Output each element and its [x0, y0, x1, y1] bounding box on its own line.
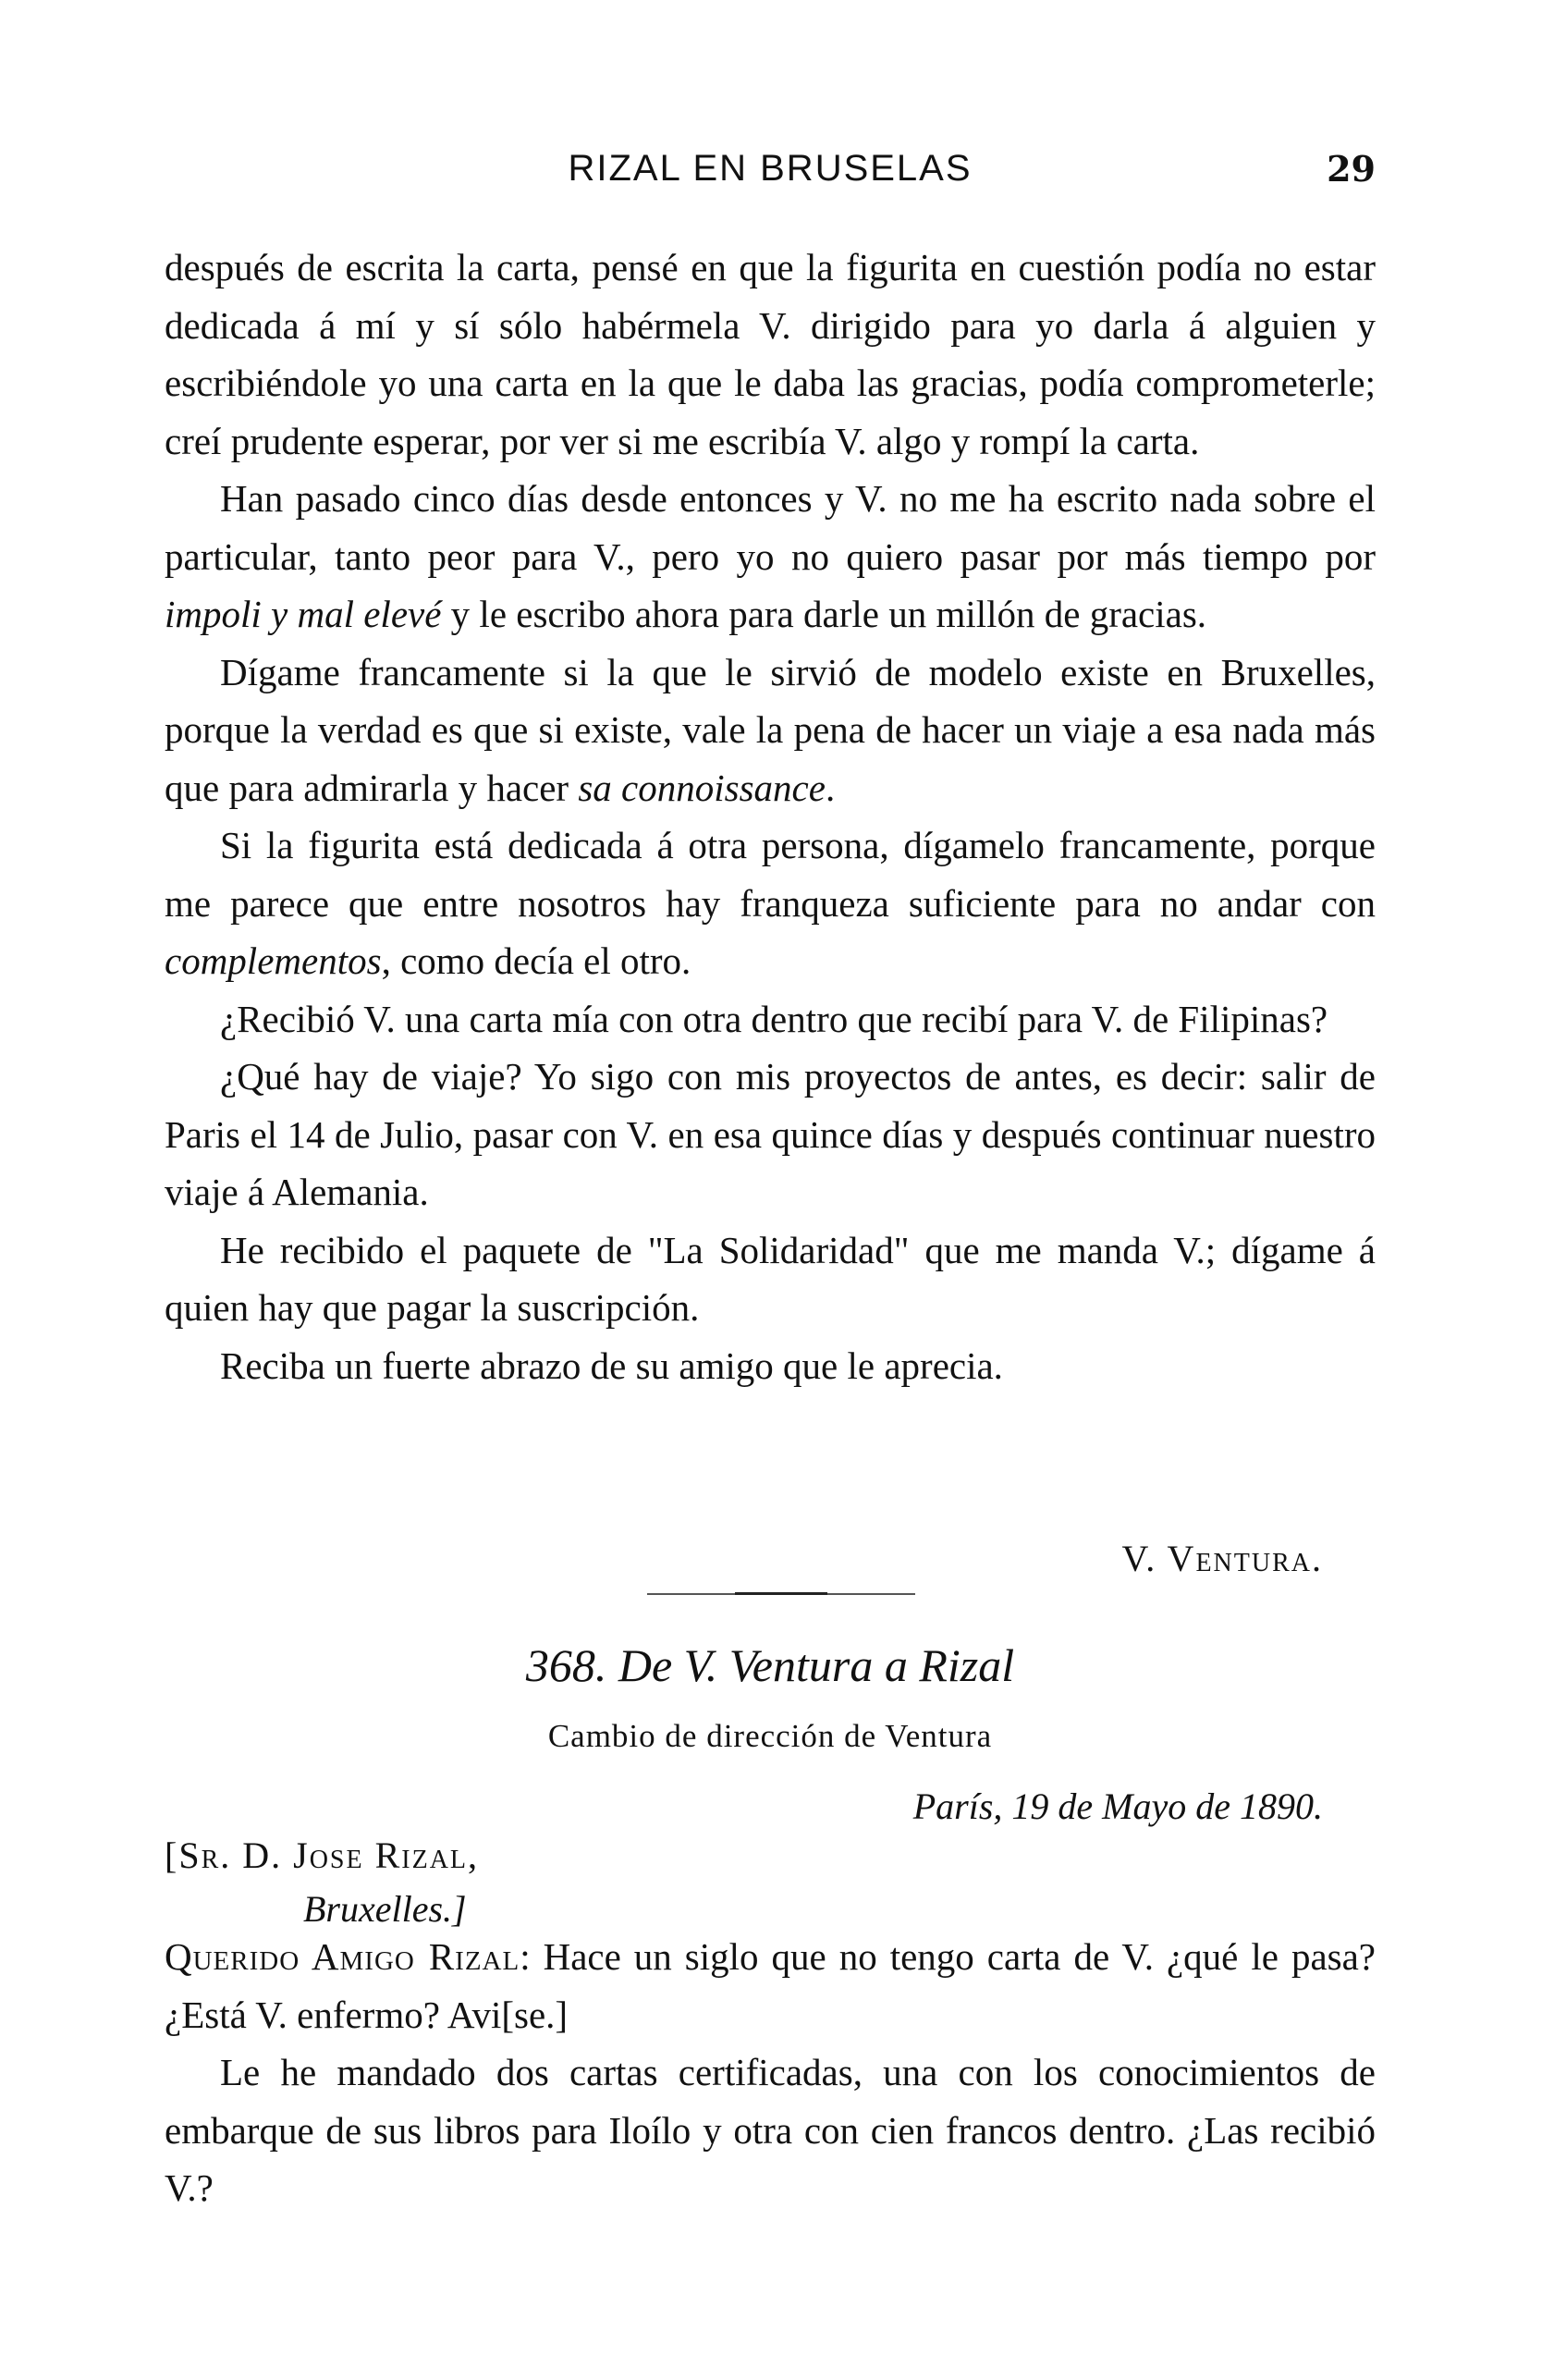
italic-phrase: impoli y mal elevé	[165, 593, 442, 635]
new-letter-body	[165, 1928, 1376, 2217]
paragraph-text: , como decía el otro.	[381, 939, 691, 982]
paragraph-5	[165, 990, 1376, 1049]
paragraph-3	[165, 644, 1376, 817]
paragraph-text: .	[825, 766, 836, 809]
address-line-city: Bruxelles.]	[303, 1888, 467, 1930]
paragraph-1	[165, 239, 1376, 470]
signature: V. Ventura.	[1121, 1538, 1323, 1579]
italic-phrase: complementos	[165, 939, 382, 982]
section-divider	[647, 1593, 915, 1595]
paragraph-text: ¿Recibió V. una carta mía con otra dentro que recibí para V. de Filipinas?	[220, 997, 1328, 1040]
paragraph-6	[165, 1048, 1376, 1221]
paragraph-text: ¿Qué hay de viaje? Yo sigo con mis proyectos de antes, es decir: salir de Paris el 14 de Julio, pasar con V. en esa quince días y después continuar nuestro viaje á Alemania.	[165, 1055, 1376, 1213]
paragraph-text: He recibido el paquete de "La Solidaridad" que me manda V.; dígame á quien hay que pagar la suscripción.	[165, 1228, 1376, 1329]
italic-phrase: sa connoissance	[578, 766, 826, 809]
letter-heading: 368. De V. Ventura a Rizal	[525, 1639, 1015, 1691]
paragraph-text: Le he mandado dos cartas certificadas, una con los conocimientos de embarque de sus libros para Iloílo y otra con cien francos dentro. ¿Las recibió V.?	[165, 2051, 1376, 2209]
paragraph-text: y le escribo ahora para darle un millón de gracias.	[441, 593, 1207, 635]
letter-subtitle: Cambio de dirección de Ventura	[547, 1718, 993, 1754]
paragraph-8	[165, 1337, 1376, 1395]
salutation: Querido Amigo Rizal	[165, 1935, 520, 1978]
paragraph-second	[165, 2043, 1376, 2217]
paragraph-2	[165, 470, 1376, 644]
paragraph-text: Reciba un fuerte abrazo de su amigo que le aprecia.	[220, 1343, 1003, 1387]
paragraph-text: Si la figurita está dedicada á otra persona, dígamelo francamente, porque me parece que entre nosotros hay franqueza suficiente para no andar con	[165, 824, 1376, 925]
paragraph-text: Dígame francamente si la que le sirvió de modelo existe en Bruxelles, porque la verdad es que si existe, vale la pena de hacer un viaje a esa nada más que para admirarla y hacer	[165, 650, 1376, 809]
running-title: RIZAL EN BRUSELAS	[568, 148, 973, 189]
running-head	[165, 148, 1376, 203]
paragraph-text: después de escrita la carta, pensé en que la figurita en cuestión podía no estar dedicada á mí y sí sólo habérmela V. dirigido para yo darla á alguien y escribiéndole yo una carta en la que le daba las gracias, podía comprometerle; creí prudente esperar, por ver si me escribía V. algo y rompí la carta.	[165, 246, 1376, 462]
address-block	[165, 1829, 479, 1936]
paragraph-text: : Hace un siglo que no tengo carta de V. ¿qué le pasa? ¿Está V. enfermo? Avi[se.]	[165, 1935, 1376, 2036]
continued-letter-body	[165, 239, 1376, 1394]
paragraph-text: Han pasado cinco días desde entonces y V. no me ha escrito nada sobre el particular, tanto peor para V., pero yo no quiero pasar por más tiempo por	[165, 477, 1376, 578]
paragraph-4	[165, 816, 1376, 990]
paragraph-7	[165, 1221, 1376, 1337]
page-number: 29	[1327, 148, 1376, 190]
paragraph-salutation	[165, 1928, 1376, 2043]
place-date: París, 19 de Mayo de 1890.	[912, 1785, 1323, 1827]
address-line-recipient: [Sr. D. Jose Rizal,	[165, 1834, 480, 1876]
